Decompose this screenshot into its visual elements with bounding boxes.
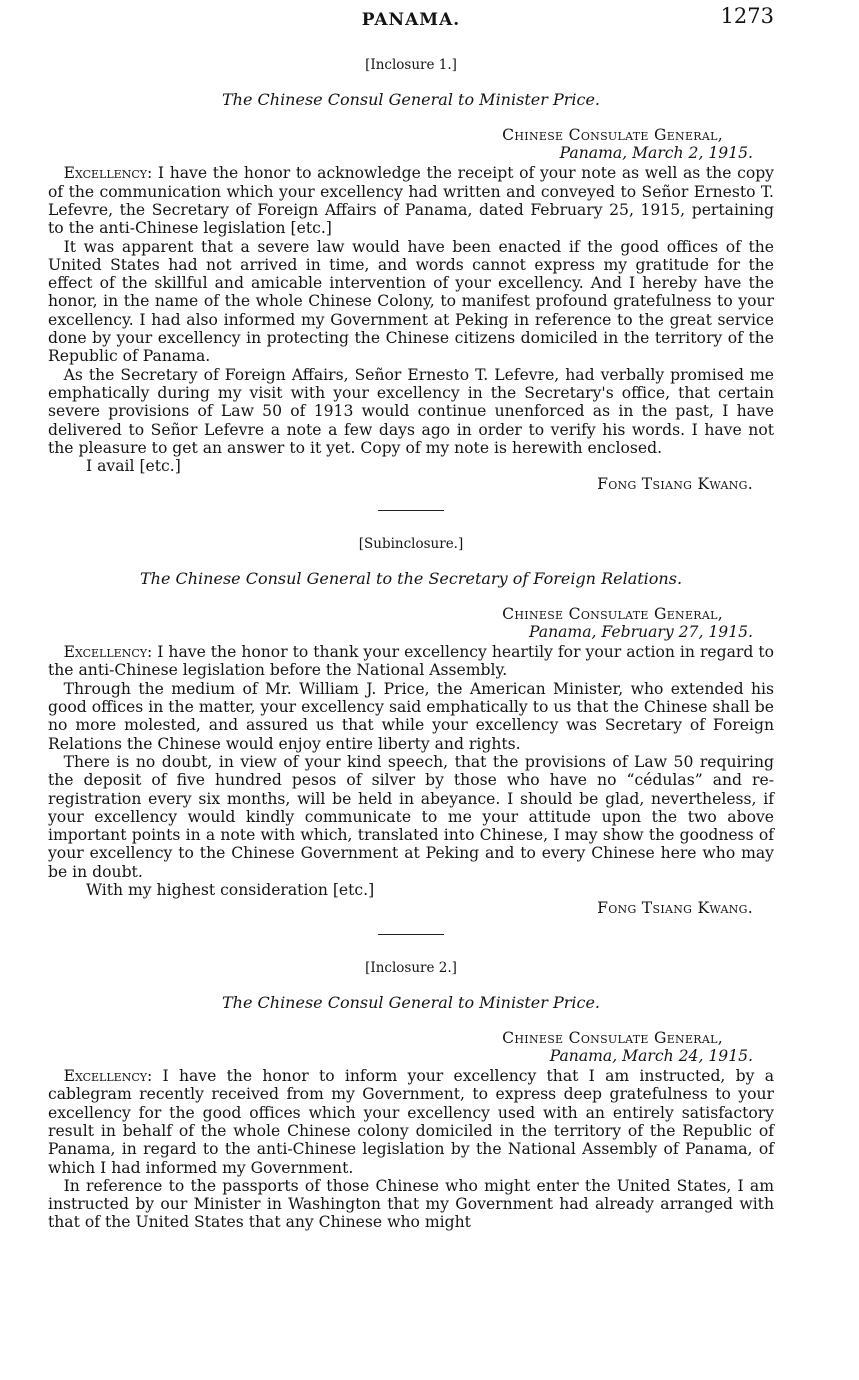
letter-address (48, 1029, 774, 1065)
paragraph (48, 366, 774, 457)
place-date: Panama, February 27, 1915. (528, 622, 753, 641)
paragraph (48, 164, 774, 237)
letter-body (48, 1067, 774, 1232)
place-date: Panama, March 2, 1915. (559, 144, 753, 163)
running-title: PANAMA. (361, 10, 461, 30)
signature: Fong Tsiang Kwang. (597, 475, 753, 494)
signature: Fong Tsiang Kwang. (597, 899, 753, 918)
letter-body (48, 643, 774, 917)
paragraph (48, 753, 774, 881)
letter-heading: The Chinese Consul General to Minister Price. (221, 992, 600, 1012)
salutation: Excellency (63, 643, 148, 662)
paragraph (48, 1067, 774, 1177)
paragraph (48, 1177, 774, 1232)
letter-address (48, 605, 774, 641)
paragraph-text: : I have the honor to inform your excellency that I am instructed, by a cablegram recently received from my Government, to express deep gratefulness to your excellency for the good offices which your excellency used with an entirely satisfactory result in behalf of the whole Chinese colony domiciled in the territory of the Republic of Panama, in regard to the anti-Chinese legislation by the National Assembly of Panama, of which I had informed my Government. (48, 1067, 774, 1177)
paragraph-text: There is no doubt, in view of your kind speech, that the provisions of Law 50 requiring the deposit of five hundred pesos of silver by those who have no “cédulas” and re-registration every six months, will be held in abeyance. I should be glad, nevertheless, if your excellency would kindly communicate to me your attitude upon the two above important points in a note with which, translated into Chinese, I may show the goodness of your excellency to the Chinese Government at Peking and to every Chinese here who may be in doubt. (48, 752, 774, 881)
closing: With my highest consideration [etc.] (86, 881, 375, 900)
paragraph-text: As the Secretary of Foreign Affairs, Señor Ernesto T. Lefevre, had verbally promised me emphatically during my visit with your excellency in the Secretary's office, that certain severe provisions of Law 50 of 1913 would continue unenforced as in the past, I have delivered to Señor Lefevre a note a few days ago in order to verify his words. I have not the pleasure to get an answer to it yet. Copy of my note is herewith enclosed. (48, 365, 774, 457)
paragraph (48, 238, 774, 366)
paragraph (48, 680, 774, 753)
consulate-name: Chinese Consulate General, (502, 1028, 723, 1047)
closing: I avail [etc.] (86, 457, 181, 476)
paragraph-text: In reference to the passports of those Chinese who might enter the United States, I am instructed by our Minister in Washington that my Government had already arranged with that of the United States that any Chinese who might (48, 1176, 774, 1232)
document-page (48, 4, 774, 1232)
consulate-name: Chinese Consulate General, (502, 126, 723, 144)
letter-body (48, 164, 774, 493)
inclosure-mark: [Subinclosure.] (358, 535, 464, 552)
inclosure-mark: [Inclosure 1.] (365, 57, 457, 73)
running-head (48, 4, 774, 34)
inclosure-mark: [Inclosure 2.] (365, 959, 457, 976)
paragraph-text: Through the medium of Mr. William J. Price, the American Minister, who extended his good offices in the matter, your excellency said emphatically to us that the Chinese shall be no more molested, and assured us that while your excellency was Secretary of Foreign Relations the Chinese would enjoy entire liberty and rights. (48, 679, 774, 753)
letter-address (48, 126, 774, 162)
inclosure-1 (48, 56, 774, 511)
paragraph-text: : I have the honor to acknowledge the receipt of your note as well as the copy of the communication which your excellency had written and conveyed to Señor Ernesto T. Lefevre, the Secretary of Foreign Affairs of Panama, dated February 25, 1915, pertaining to the anti-Chinese legislation [etc.] (48, 164, 774, 238)
paragraph (48, 643, 774, 680)
paragraph-text: : I have the honor to thank your excellency heartily for your action in regard to the anti-Chinese legislation before the National Assembly. (48, 643, 774, 680)
salutation: Excellency (63, 1067, 148, 1086)
place-date: Panama, March 24, 1915. (549, 1046, 753, 1065)
letter-heading: The Chinese Consul General to Minister Price. (221, 90, 600, 109)
page-number: 1273 (720, 4, 774, 28)
salutation: Excellency (63, 164, 148, 183)
consulate-name: Chinese Consulate General, (502, 604, 723, 623)
inclosure-2 (48, 959, 774, 1232)
section-divider (378, 934, 444, 935)
subinclosure (48, 535, 774, 935)
section-divider (378, 510, 444, 511)
letter-heading: The Chinese Consul General to the Secretary of Foreign Relations. (139, 568, 683, 588)
paragraph-text: It was apparent that a severe law would have been enacted if the good offices of the United States had not arrived in time, and words cannot express my gratitude for the effect of the skillful and amicable intervention of your excellency. And I hereby have the honor, in the name of the whole Chinese Colony, to manifest profound gratefulness to your excellency. I had also informed my Government at Peking in reference to the great service done by your excellency in protecting the Chinese citizens domiciled in the territory of the Republic of Panama. (48, 237, 774, 366)
